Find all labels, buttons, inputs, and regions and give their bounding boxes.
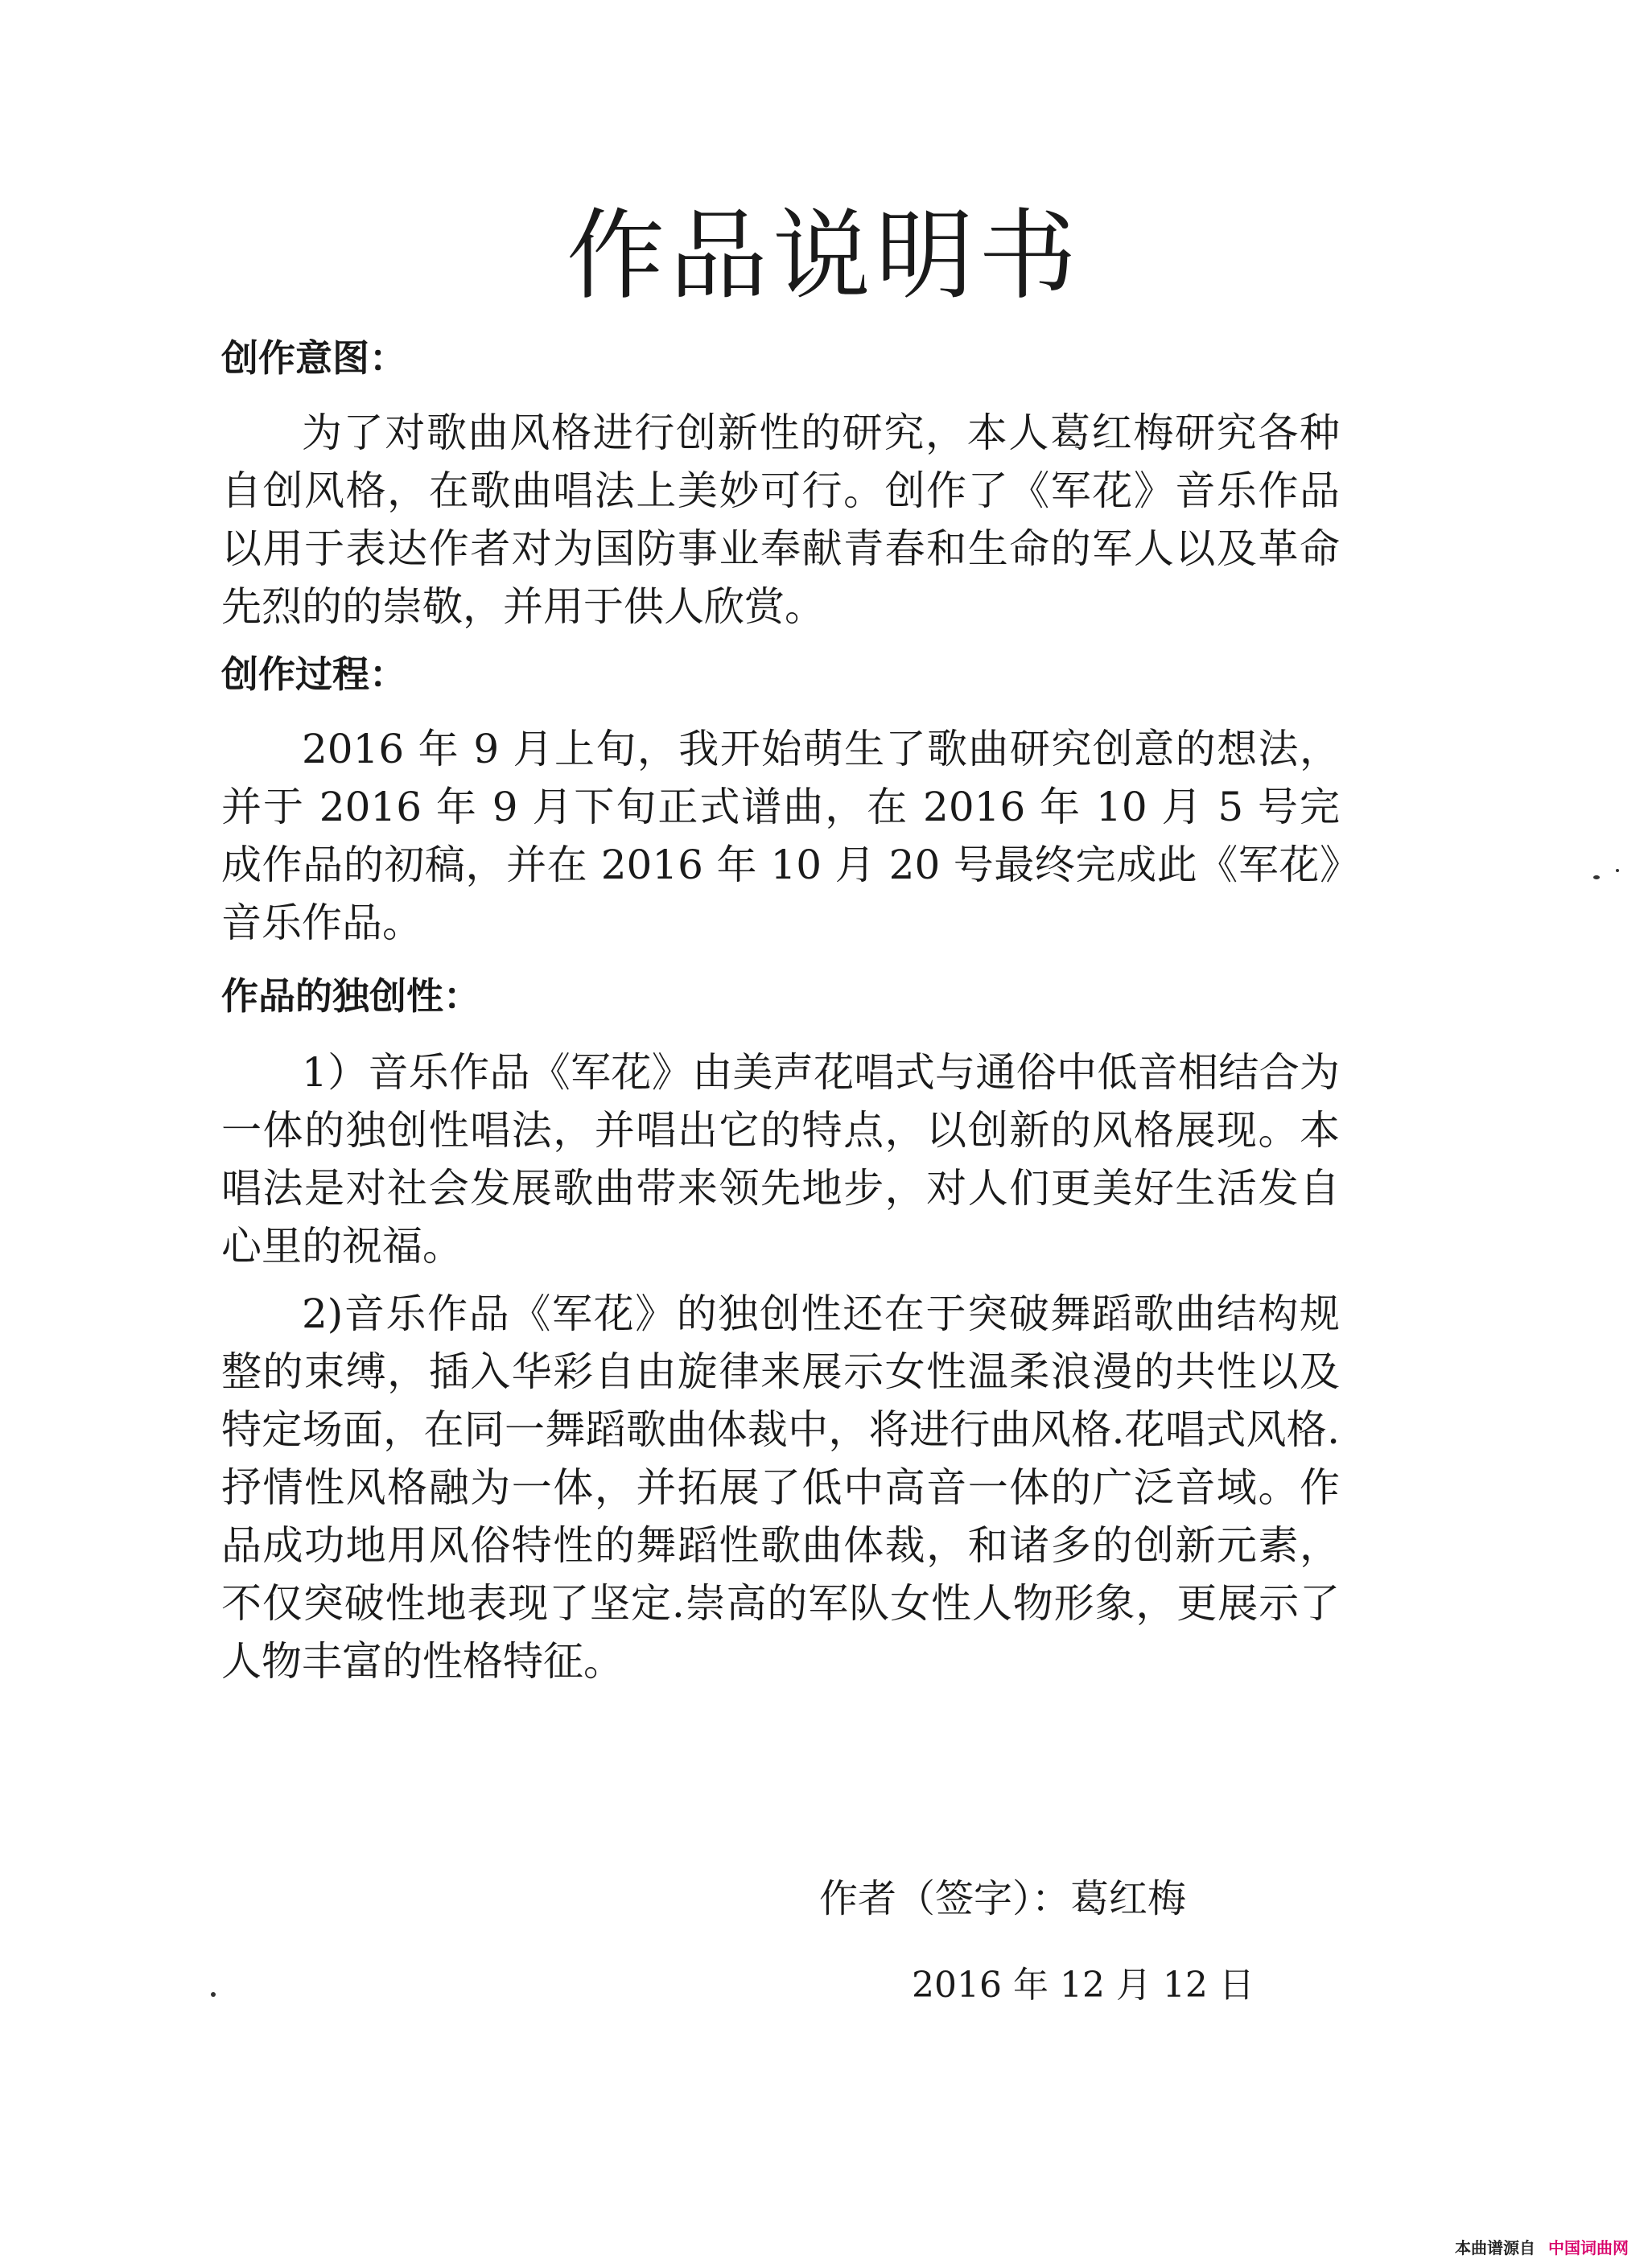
paragraph-originality-1: 1）音乐作品《军花》由美声花唱式与通俗中低音相结合为一体的独创性唱法，并唱出它的特点，以创新的风格展现。本唱法是对社会发展歌曲带来领先地步，对人们更美好生活发自心里的祝福。 [221,1049,1340,1270]
scan-speck [211,1992,216,1997]
scan-speck [1593,875,1600,879]
section-heading-originality: 作品的独创性： [221,974,480,1018]
scan-speck [1616,869,1619,872]
signature-date: 2016 年 12 月 12 日 [912,1965,1255,2006]
source-footer [1455,2235,1629,2258]
paragraph-originality-2: 2)音乐作品《军花》的独创性还在于突破舞蹈歌曲结构规整的束缚，插入华彩自由旋律来展示女性温柔浪漫的共性以及特定场面，在同一舞蹈歌曲体裁中，将进行曲风格.花唱式风格.抒情性风格融为一体，并拓展了低中高音一体的广泛音域。作品成功地用风俗特性的舞蹈性歌曲体裁，和诸多的创新元素，不仅突破性地表现了坚定.崇高的军队女性人物形象，更展示了人物丰富的性格特征。 [221,1290,1340,1685]
paragraph-process: 2016 年 9 月上旬，我开始萌生了歌曲研究创意的想法，并于 2016 年 9 月下旬正式谱曲，在 2016 年 10 月 5 号完成作品的初稿，并在 2016 年 10 月 20 号最终完成此《军花》音乐作品。 [221,726,1340,946]
section-heading-process: 创作过程： [221,652,406,696]
footer-source-text: 本曲谱源自 [1455,2238,1535,2258]
document-title: 作品说明书 [566,199,1082,313]
author-signature: 作者（签字）：葛红梅 [819,1876,1187,1921]
paragraph-intent: 为了对歌曲风格进行创新性的研究，本人葛红梅研究各种自创风格，在歌曲唱法上美妙可行。创作了《军花》音乐作品以用于表达作者对为国防事业奉献青春和生命的军人以及革命先烈的的崇敬，并用于供人欣赏。 [221,410,1340,630]
footer-site-link[interactable]: 中国词曲网 [1548,2238,1629,2258]
section-heading-intent: 创作意图： [221,336,406,380]
